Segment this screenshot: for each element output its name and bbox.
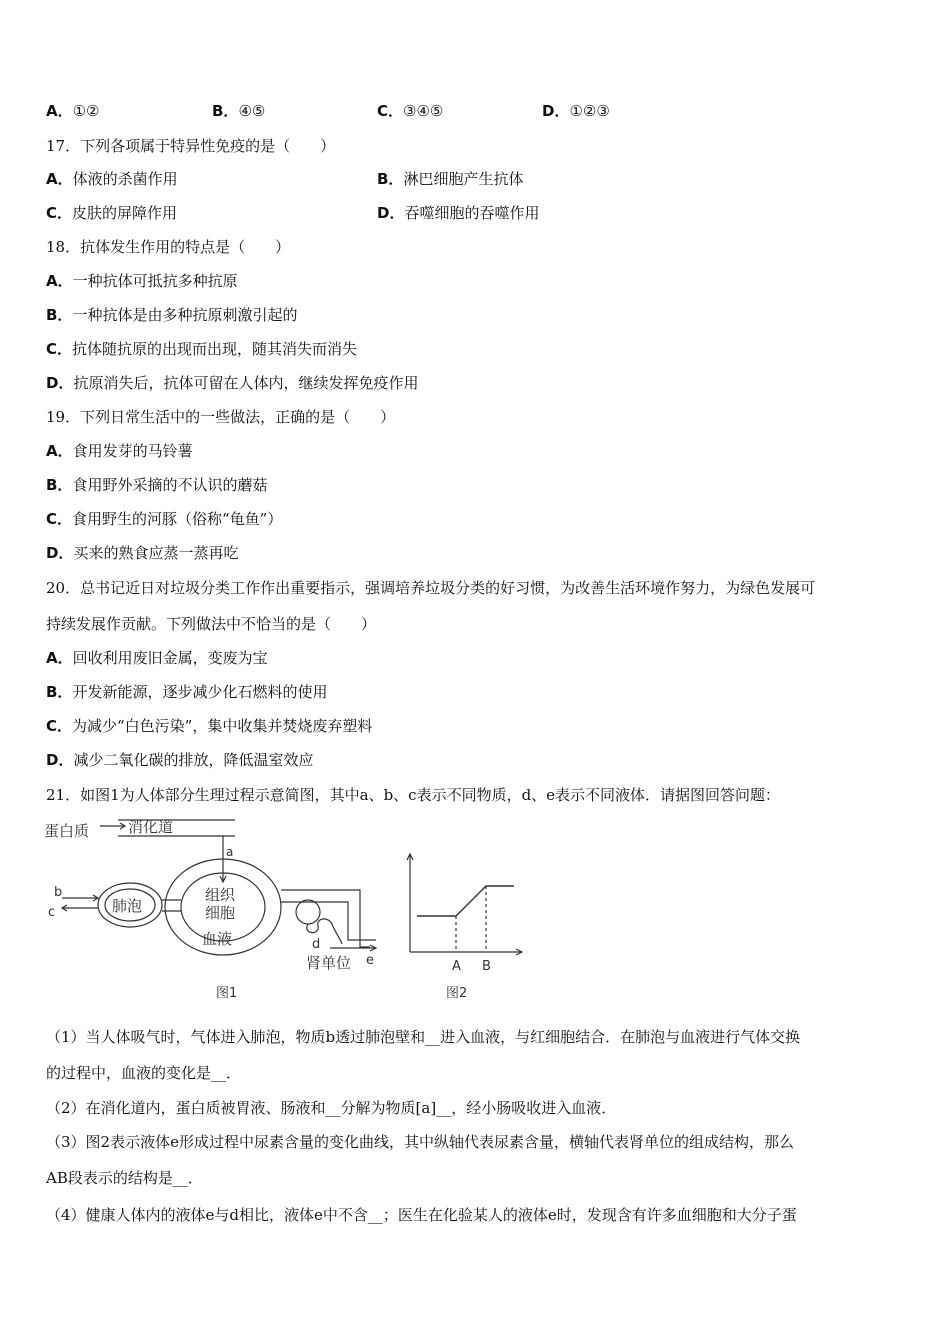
label-blood: 血液 [202, 930, 233, 948]
label-digestive-tract: 消化道 [128, 818, 174, 836]
q18-option-b: B．一种抗体是由多种抗原刺激引起的 [46, 306, 298, 324]
label-e: e [366, 953, 374, 968]
q20-option-c: C．为减少“白色污染”，集中收集并焚烧废弃塑料 [46, 717, 373, 735]
q17-option-b: B．淋巴细胞产生抗体 [377, 170, 524, 188]
q20-stem-line-2: 持续发展作贡献。下列做法中不恰当的是（ ） [46, 615, 377, 633]
q21-sub3-line-2: AB段表示的结构是__． [46, 1169, 203, 1187]
q19-option-c: C．食用野生的河豚（俗称“龟鱼”） [46, 510, 283, 528]
q18-stem: 18．抗体发生作用的特点是（ ） [46, 238, 291, 256]
q19-option-b: B．食用野外采摘的不认识的蘑菇 [46, 476, 268, 494]
q18-option-a: A．一种抗体可抵抗多种抗原 [46, 272, 238, 290]
label-kidney-unit: 肾单位 [306, 954, 352, 972]
q20-stem-line-1: 20．总书记近日对垃圾分类工作作出重要指示，强调培养垃圾分类的好习惯，为改善生活环境作努力，为绿色发展可 [46, 579, 816, 597]
label-a: a [226, 845, 234, 859]
fig2-urea-curve [417, 886, 514, 916]
q17-option-d: D．吞噬细胞的吞噬作用 [377, 204, 540, 222]
q21-sub1-line-1: （1）当人体吸气时，气体进入肺泡，物质b透过肺泡壁和__进入血液，与红细胞结合．在肺泡与血液进行气体交换 [46, 1028, 801, 1046]
q16-option-d: D．①②③ [542, 102, 610, 120]
q17-option-c: C．皮肤的屏障作用 [46, 204, 178, 222]
q21-sub3-line-1: （3）图2表示液体e形成过程中尿素含量的变化曲线，其中纵轴代表尿素含量，横轴代表肾单位的组成结构，那么 [46, 1133, 794, 1151]
glomerulus-shape [296, 900, 320, 924]
q16-option-c: C．③④⑤ [377, 102, 444, 120]
q19-option-a: A．食用发芽的马铃薯 [46, 442, 193, 460]
label-b: b [54, 885, 63, 900]
label-alveolus: 肺泡 [112, 897, 143, 915]
q21-figure-svg [40, 812, 530, 1012]
q20-option-d: D．减少二氧化碳的排放，降低温室效应 [46, 751, 314, 769]
q16-option-a: A．①② [46, 102, 100, 120]
label-c: c [48, 905, 56, 920]
q17-option-a: A．体液的杀菌作用 [46, 170, 178, 188]
label-tissue-cell-2: 细胞 [205, 904, 236, 922]
fig1-caption: 图1 [216, 986, 238, 1001]
label-tissue-cell-1: 组织 [205, 886, 236, 904]
q21-figures [40, 812, 530, 1012]
q18-option-d: D．抗原消失后，抗体可留在人体内，继续发挥免疫作用 [46, 374, 419, 392]
fig2-axis-label-a: A [452, 959, 461, 974]
q21-stem: 21．如图1为人体部分生理过程示意简图，其中a、b、c表示不同物质，d、e表示不同液体．请据图回答问题： [46, 786, 781, 804]
renal-vessel-inner [281, 902, 376, 940]
q18-option-c: C．抗体随抗原的出现而出现，随其消失而消失 [46, 340, 358, 358]
fig2-axis-label-b: B [482, 959, 491, 974]
q16-option-b: B．④⑤ [212, 102, 266, 120]
label-d: d [312, 937, 321, 952]
fig2-caption: 图2 [446, 986, 468, 1001]
q21-sub4: （4）健康人体内的液体e与d相比，液体e中不含__；医生在化验某人的液体e时，发现含有许多血细胞和大分子蛋 [46, 1206, 797, 1224]
label-protein: 蛋白质 [44, 822, 90, 840]
q20-option-a: A．回收利用废旧金属，变废为宝 [46, 649, 268, 667]
q21-sub2: （2）在消化道内，蛋白质被胃液、肠液和__分解为物质[a]__，经小肠吸收进入血液． [46, 1099, 617, 1117]
q21-sub1-line-2: 的过程中，血液的变化是__． [46, 1064, 242, 1082]
q17-stem: 17．下列各项属于特异性免疫的是（ ） [46, 137, 336, 155]
q19-stem: 19．下列日常生活中的一些做法，正确的是（ ） [46, 408, 396, 426]
q20-option-b: B．开发新能源，逐步减少化石燃料的使用 [46, 683, 328, 701]
q19-option-d: D．买来的熟食应蒸一蒸再吃 [46, 544, 239, 562]
